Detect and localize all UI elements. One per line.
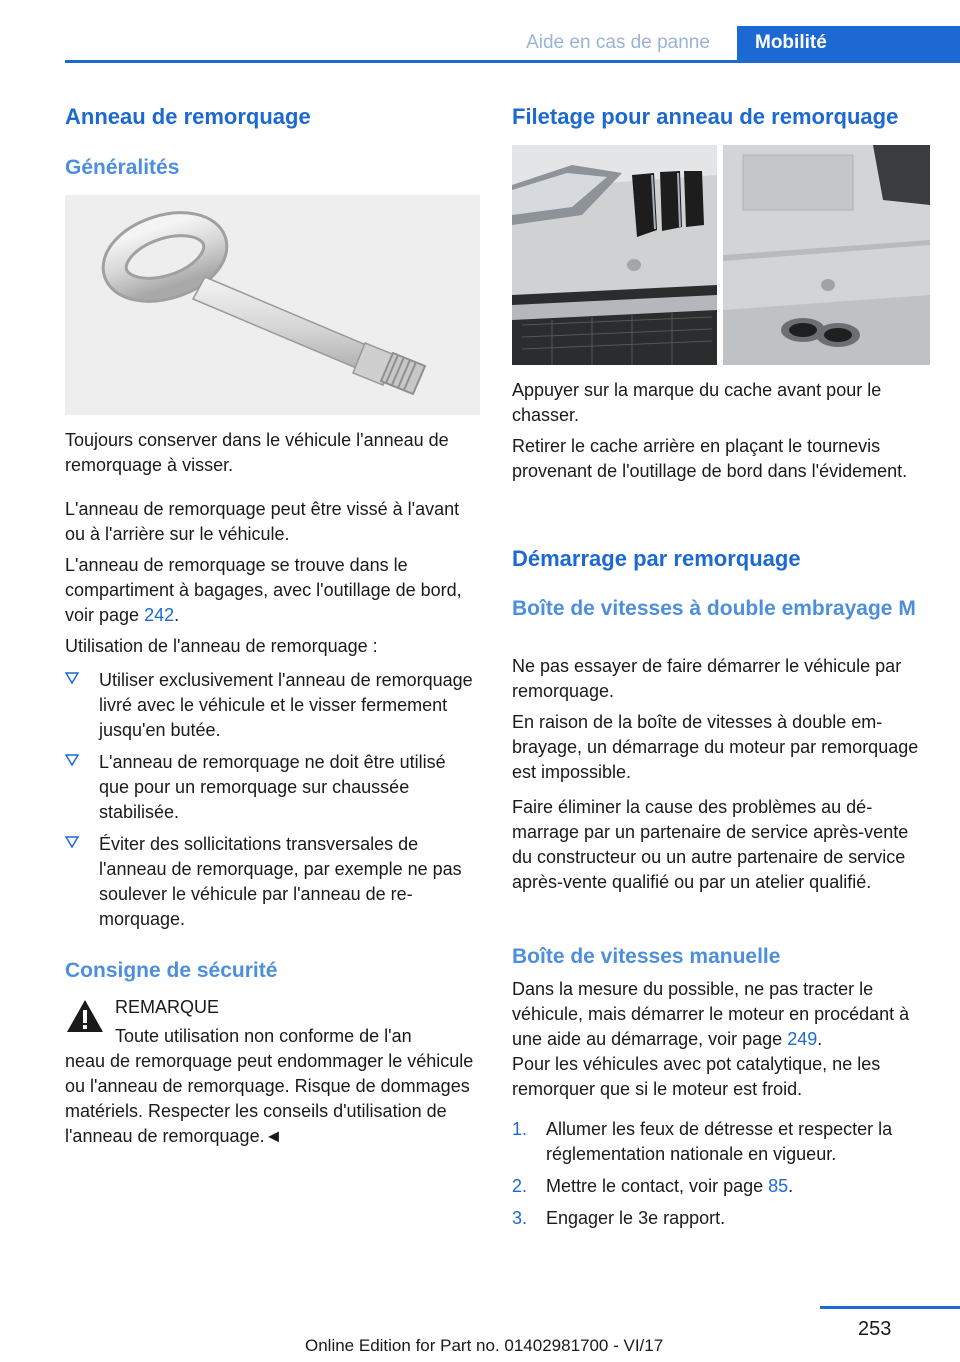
paragraph-rear-cover: Retirer le cache arrière en plaçant le tournevis provenant de l'outillage de bord dans l'évidement. <box>512 436 908 481</box>
bullet-text: Éviter des sollicitations transversales de l'anneau de remorquage, par exemple ne pas soulever le véhicule par l'anneau de remorquage. <box>99 834 462 929</box>
paragraph-dct-impossible: En raison de la boîte de vitesses à double embrayage, un démarrage du moteur par remorquage est impossible. <box>512 712 919 782</box>
manual-text: Dans la mesure du possible, ne pas tracter le véhicule, mais démarrer le moteur en procédant à une aide au démarrage, voir page <box>512 979 910 1049</box>
subsection-title-manual: Boîte de vitesses manuelle <box>512 945 781 968</box>
page-link-242[interactable]: 242 <box>144 605 175 625</box>
section-title-tow-ring: Anneau de remorquage <box>65 104 311 129</box>
paragraph-dct-service: Faire éliminer la cause des problèmes au démarrage par un partenaire de service après-vente du constructeur ou un autre partenaire de service après-vente qualifié ou par un atelier qualifié. <box>512 797 909 892</box>
bullet-text: Utiliser exclusivement l'anneau de remorquage livré avec le véhicule et le visser fermement jusqu'en butée. <box>99 670 473 740</box>
list-item <box>512 1174 930 1200</box>
paragraph-keep-ring: Toujours conserver dans le véhicule l'anneau de remorquage à visser. <box>65 430 449 475</box>
note-label: REMARQUE <box>115 997 220 1017</box>
triangle-bullet-icon <box>65 670 79 684</box>
triangle-bullet-icon <box>65 834 79 848</box>
paragraph-dct-no-tow: Ne pas essayer de faire démarrer le véhicule par remorquage. <box>512 656 902 701</box>
list-item <box>65 750 480 826</box>
page-link-85[interactable]: 85 <box>768 1176 789 1196</box>
storage-text: L'anneau de remorquage se trouve dans le compartiment à bagages, avec l'outillage de bord, voir page <box>65 555 462 625</box>
paragraph-manual-jump <box>512 977 930 1052</box>
note-first-line: Toute utilisation non conforme de l'an <box>115 1026 412 1046</box>
list-item <box>512 1206 930 1232</box>
front-bumper-image <box>512 145 717 365</box>
footer-edition: Online Edition for Part no. 01402981700 - VI/17 <box>305 1336 664 1355</box>
rear-bumper-image <box>723 145 930 365</box>
subsection-title-general: Généralités <box>65 156 180 179</box>
header-section-tab[interactable]: Aide en cas de panne <box>526 32 710 53</box>
paragraph-usage-intro: Utilisation de l'anneau de remorquage : <box>65 636 378 656</box>
header-chapter-tab[interactable]: Mobilité <box>737 26 960 63</box>
step-text-end: . <box>788 1176 794 1196</box>
step-text: Allumer les feux de détresse et respecter la réglementation nationale en vigueur. <box>546 1119 893 1164</box>
paragraph-front-rear: L'anneau de remorquage peut être vissé à l'avant ou à l'arrière sur le véhicule. <box>65 499 460 544</box>
footer-divider <box>820 1306 960 1309</box>
section-title-thread: Filetage pour anneau de remorquage <box>512 104 899 129</box>
triangle-bullet-icon <box>65 752 79 766</box>
subsection-title-dct: Boîte de vitesses à double embrayage M <box>512 597 916 620</box>
list-item <box>65 832 480 934</box>
storage-text-end: . <box>174 605 180 625</box>
page-number: 253 <box>858 1318 892 1340</box>
manual-text-end: . <box>817 1029 823 1049</box>
paragraph-front-cover: Appuyer sur la marque du cache avant pour le chasser. <box>512 380 882 425</box>
paragraph-storage-location <box>65 553 480 628</box>
list-item <box>512 1117 930 1169</box>
step-text <box>546 1174 930 1199</box>
step-text-part: Mettre le contact, voir page <box>546 1176 769 1196</box>
tow-ring-image <box>65 195 480 415</box>
step-number: 1. <box>512 1119 528 1139</box>
list-item <box>65 668 480 744</box>
header-divider <box>65 60 960 63</box>
bullet-text: L'anneau de remorquage ne doit être utilisé que pour un remorquage sur chaussée stabilisée. <box>99 752 446 822</box>
page-link-249[interactable]: 249 <box>787 1029 818 1049</box>
subsection-title-safety: Consigne de sécurité <box>65 959 278 982</box>
step-number: 2. <box>512 1176 528 1196</box>
step-text: Engager le 3e rapport. <box>546 1208 726 1228</box>
step-number: 3. <box>512 1208 528 1228</box>
section-title-tow-start: Démarrage par remorquage <box>512 546 801 571</box>
note-body: neau de remorquage peut endommager le véhicule ou l'anneau de remorquage. Risque de dommages matériels. Respecter les conseils d'utilisation de l'anneau de remorquage.◄ <box>65 1051 474 1146</box>
paragraph-catalytic: Pour les véhicules avec pot catalytique, ne les remorquer que si le moteur est froid. <box>512 1054 881 1099</box>
warning-icon <box>65 998 105 1034</box>
